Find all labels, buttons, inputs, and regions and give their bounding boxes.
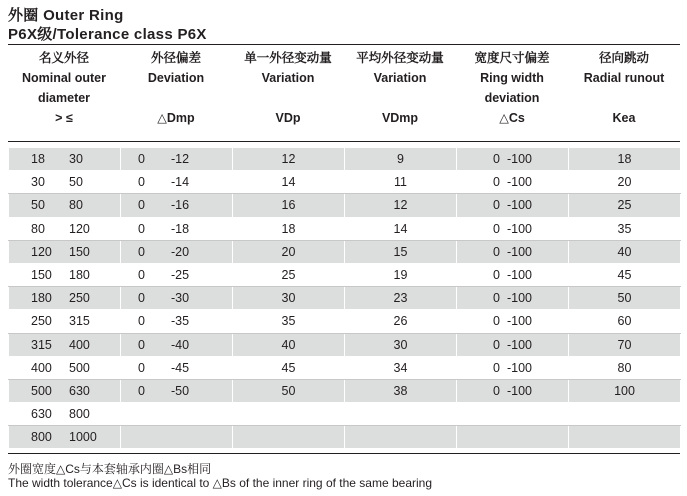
note-chinese: 外圈宽度△Cs与本套轴承内圈△Bs相同: [8, 462, 212, 476]
header-symbol-dmp: △Dmp: [157, 111, 195, 125]
width-deviation-lower: -100: [506, 244, 533, 259]
kea-cell: [569, 403, 681, 426]
width-deviation-lower: -100: [506, 337, 533, 352]
vdmp-cell: 15: [345, 240, 457, 263]
tolerance-table: [8, 147, 681, 449]
vdp-cell: 50: [233, 379, 345, 402]
kea-cell: 25: [569, 194, 681, 217]
deviation-cell: [121, 263, 233, 286]
vdp-cell: 40: [233, 333, 345, 356]
width-deviation-upper: 0: [492, 198, 500, 213]
nominal-diameter-lower: 315: [69, 314, 90, 329]
deviation-upper: 0: [138, 383, 145, 398]
nominal-diameter-lower: 50: [69, 175, 83, 190]
table-row: [9, 287, 681, 310]
nominal-diameter-upper: 500: [31, 383, 52, 398]
nominal-diameter-upper: 630: [31, 407, 52, 422]
nominal-diameter-cell: [9, 356, 121, 379]
width-deviation-upper: 0: [492, 244, 500, 259]
width-deviation-cell: [457, 287, 569, 310]
header-ring-width-deviation: 宽度尺寸偏差 Ring width deviation △Cs: [456, 48, 568, 138]
table-row: [9, 310, 681, 333]
deviation-upper: 0: [138, 198, 145, 213]
width-deviation-cell: [457, 240, 569, 263]
header-nominal-outer-diameter: 名义外径 Nominal outer diameter > ≤: [8, 48, 120, 138]
vdmp-cell: 19: [345, 263, 457, 286]
nominal-diameter-cell: [9, 310, 121, 333]
header-bottom-rule: [8, 141, 680, 142]
deviation-lower: -45: [171, 360, 190, 375]
header-deviation: 外径偏差 Deviation △Dmp: [120, 48, 232, 138]
width-deviation-lower: -100: [506, 221, 533, 236]
vdmp-cell: [345, 403, 457, 426]
width-deviation-cell: [457, 310, 569, 333]
tolerance-table-body: [9, 148, 681, 449]
nominal-diameter-upper: 18: [31, 152, 45, 167]
table-row: [9, 240, 681, 263]
kea-cell: 40: [569, 240, 681, 263]
nominal-diameter-upper: 80: [31, 221, 45, 236]
vdmp-cell: 11: [345, 171, 457, 194]
vdp-cell: 12: [233, 148, 345, 171]
nominal-diameter-upper: 120: [31, 244, 52, 259]
deviation-upper: 0: [138, 268, 145, 283]
nominal-diameter-upper: 50: [31, 198, 45, 213]
nominal-diameter-lower: 30: [69, 152, 83, 167]
width-deviation-cell: [457, 403, 569, 426]
deviation-lower: -14: [171, 175, 190, 190]
nominal-diameter-lower: 400: [69, 337, 90, 352]
deviation-upper: 0: [138, 175, 145, 190]
deviation-upper: 0: [138, 152, 145, 167]
nominal-diameter-upper: 800: [31, 430, 52, 445]
deviation-cell: [121, 356, 233, 379]
width-deviation-lower: -100: [506, 291, 533, 306]
vdp-cell: [233, 403, 345, 426]
kea-cell: 50: [569, 287, 681, 310]
nominal-diameter-lower: 1000: [69, 430, 97, 445]
title-tolerance-class: P6X级/Tolerance class P6X: [8, 26, 207, 43]
nominal-diameter-lower: 630: [69, 383, 90, 398]
vdmp-cell: 12: [345, 194, 457, 217]
kea-cell: 35: [569, 217, 681, 240]
deviation-lower: -40: [171, 337, 190, 352]
width-deviation-upper: 0: [492, 175, 500, 190]
header-top-rule: [8, 44, 680, 45]
nominal-diameter-cell: [9, 426, 121, 449]
nominal-diameter-cell: [9, 263, 121, 286]
vdmp-cell: 26: [345, 310, 457, 333]
vdmp-cell: 30: [345, 333, 457, 356]
nominal-diameter-cell: [9, 240, 121, 263]
deviation-cell: [121, 310, 233, 333]
deviation-upper: 0: [138, 221, 145, 236]
table-row: [9, 403, 681, 426]
table-row: [9, 426, 681, 449]
width-deviation-cell: [457, 379, 569, 402]
kea-cell: 20: [569, 171, 681, 194]
width-deviation-lower: -100: [506, 383, 533, 398]
kea-cell: 18: [569, 148, 681, 171]
deviation-lower: -50: [171, 383, 190, 398]
width-deviation-cell: [457, 333, 569, 356]
deviation-lower: -20: [171, 244, 190, 259]
kea-cell: 100: [569, 379, 681, 402]
table-row: [9, 194, 681, 217]
note-english: The width tolerance△Cs is identical to △Bs of the inner ring of the same bearing: [8, 476, 433, 490]
table-row: [9, 356, 681, 379]
deviation-lower: -18: [171, 221, 190, 236]
width-deviation-cell: [457, 426, 569, 449]
kea-cell: [569, 426, 681, 449]
deviation-lower: -35: [171, 314, 190, 329]
deviation-cell: [121, 403, 233, 426]
width-deviation-cell: [457, 217, 569, 240]
width-deviation-cell: [457, 263, 569, 286]
nominal-diameter-cell: [9, 171, 121, 194]
vdmp-cell: 38: [345, 379, 457, 402]
header-vdp: 单一外径变动量 Variation VDp: [232, 48, 344, 138]
width-deviation-cell: [457, 356, 569, 379]
vdmp-cell: 14: [345, 217, 457, 240]
width-deviation-lower: -100: [506, 175, 533, 190]
deviation-cell: [121, 194, 233, 217]
deviation-lower: -30: [171, 291, 190, 306]
deviation-cell: [121, 333, 233, 356]
nominal-diameter-lower: 120: [69, 221, 90, 236]
nominal-diameter-upper: 400: [31, 360, 52, 375]
deviation-lower: -25: [171, 268, 190, 283]
kea-cell: 45: [569, 263, 681, 286]
header-radial-runout: 径向跳动 Radial runout Kea: [568, 48, 680, 138]
width-deviation-upper: 0: [492, 383, 500, 398]
nominal-diameter-lower: 800: [69, 407, 90, 422]
deviation-cell: [121, 379, 233, 402]
deviation-upper: 0: [138, 337, 145, 352]
deviation-upper: 0: [138, 291, 145, 306]
nominal-diameter-lower: 180: [69, 268, 90, 283]
deviation-cell: [121, 426, 233, 449]
nominal-diameter-upper: 30: [31, 175, 45, 190]
width-deviation-upper: 0: [492, 360, 500, 375]
table-bottom-rule: [8, 453, 680, 454]
header-symbol-vdmp: VDmp: [381, 111, 419, 125]
width-deviation-lower: -100: [506, 198, 533, 213]
deviation-cell: [121, 240, 233, 263]
vdp-cell: 25: [233, 263, 345, 286]
vdmp-cell: 34: [345, 356, 457, 379]
deviation-cell: [121, 171, 233, 194]
vdp-cell: [233, 426, 345, 449]
vdmp-cell: 9: [345, 148, 457, 171]
kea-cell: 70: [569, 333, 681, 356]
title-outer-ring: 外圈 Outer Ring: [8, 7, 124, 24]
width-deviation-upper: 0: [492, 221, 500, 236]
nominal-diameter-lower: 500: [69, 360, 90, 375]
header-symbol-cs: △Cs: [499, 111, 525, 125]
deviation-cell: [121, 287, 233, 310]
nominal-diameter-cell: [9, 287, 121, 310]
vdp-cell: 45: [233, 356, 345, 379]
vdmp-cell: 23: [345, 287, 457, 310]
vdmp-cell: [345, 426, 457, 449]
deviation-upper: 0: [138, 314, 145, 329]
vdp-cell: 18: [233, 217, 345, 240]
deviation-lower: -16: [171, 198, 190, 213]
nominal-diameter-lower: 150: [69, 244, 90, 259]
table-row: [9, 263, 681, 286]
table-row: [9, 333, 681, 356]
deviation-cell: [121, 148, 233, 171]
width-deviation-upper: 0: [492, 314, 500, 329]
header-vdmp: 平均外径变动量 Variation VDmp: [344, 48, 456, 138]
width-deviation-upper: 0: [492, 291, 500, 306]
width-deviation-upper: 0: [492, 337, 500, 352]
deviation-cell: [121, 217, 233, 240]
width-deviation-upper: 0: [492, 152, 500, 167]
deviation-upper: 0: [138, 360, 145, 375]
nominal-diameter-lower: 80: [69, 198, 83, 213]
nominal-diameter-cell: [9, 379, 121, 402]
deviation-upper: 0: [138, 244, 145, 259]
header-symbol-range: > ≤: [55, 111, 73, 125]
vdp-cell: 35: [233, 310, 345, 333]
vdp-cell: 20: [233, 240, 345, 263]
vdp-cell: 16: [233, 194, 345, 217]
nominal-diameter-cell: [9, 403, 121, 426]
width-deviation-lower: -100: [506, 360, 533, 375]
width-deviation-lower: -100: [506, 268, 533, 283]
deviation-lower: -12: [171, 152, 190, 167]
width-deviation-lower: -100: [506, 152, 533, 167]
width-deviation-cell: [457, 194, 569, 217]
vdp-cell: 14: [233, 171, 345, 194]
nominal-diameter-upper: 150: [31, 268, 52, 283]
width-deviation-cell: [457, 148, 569, 171]
vdp-cell: 30: [233, 287, 345, 310]
header-symbol-vdp: VDp: [275, 111, 301, 125]
nominal-diameter-upper: 315: [31, 337, 52, 352]
nominal-diameter-cell: [9, 148, 121, 171]
nominal-diameter-upper: 180: [31, 291, 52, 306]
kea-cell: 60: [569, 310, 681, 333]
table-row: [9, 148, 681, 171]
table-row: [9, 171, 681, 194]
nominal-diameter-cell: [9, 217, 121, 240]
table-row: [9, 379, 681, 402]
nominal-diameter-lower: 250: [69, 291, 90, 306]
header-symbol-kea: Kea: [612, 111, 636, 125]
nominal-diameter-upper: 250: [31, 314, 52, 329]
table-row: [9, 217, 681, 240]
nominal-diameter-cell: [9, 333, 121, 356]
width-deviation-upper: 0: [492, 268, 500, 283]
kea-cell: 80: [569, 356, 681, 379]
width-deviation-cell: [457, 171, 569, 194]
nominal-diameter-cell: [9, 194, 121, 217]
width-deviation-lower: -100: [506, 314, 533, 329]
